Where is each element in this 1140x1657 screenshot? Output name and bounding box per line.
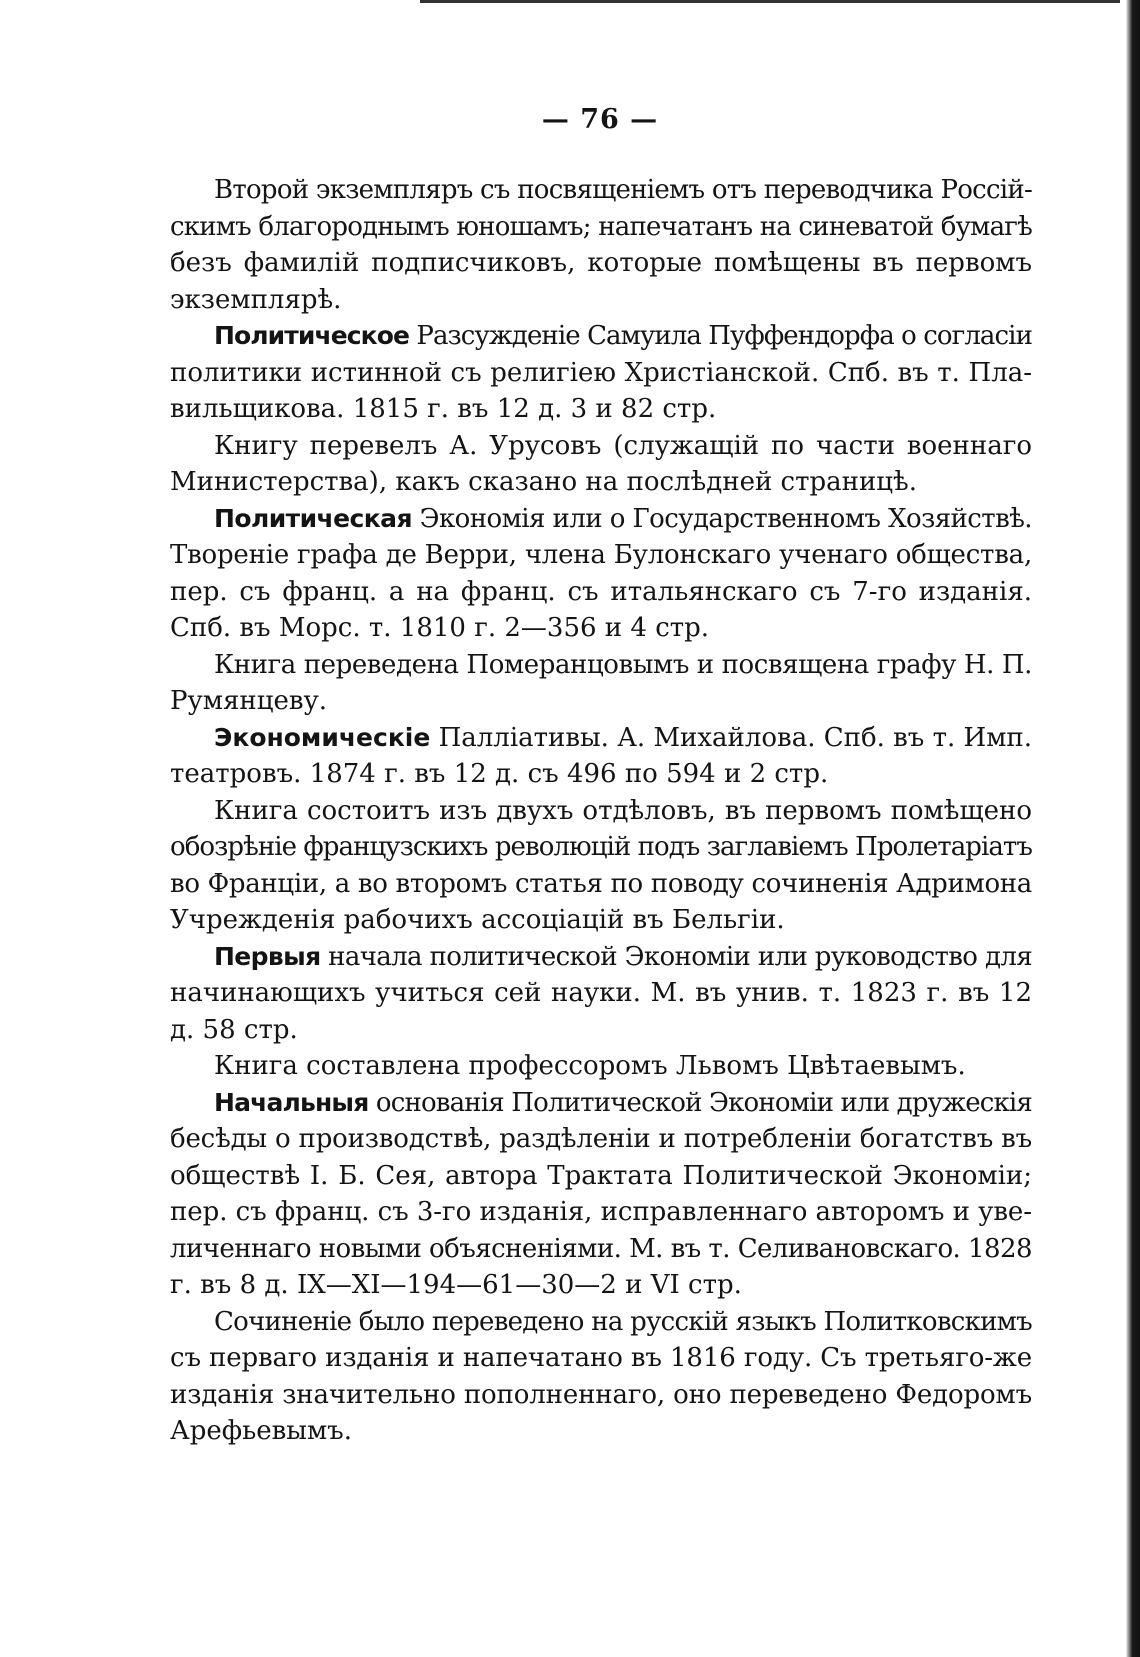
text-line: скимъ благороднымъ юношамъ; напечатанъ на синеватой бумагѣ [170, 211, 1032, 242]
text-line: обществѣ І. Б. Сея, автора Трактата Политической Экономіи; [170, 1160, 1032, 1191]
paragraph [170, 647, 1032, 720]
text-line: Политическое Разсужденіе Самуила Пуффендорфа о согласіи [214, 321, 1032, 351]
bibliography-entry [170, 1085, 1032, 1304]
entry-heading: Политическое [214, 321, 410, 350]
text-line: г. въ 8 д. IX—XI—194—61—30—2 и VI стр. [170, 1270, 742, 1300]
text-line: пер. съ франц. съ 3-го изданія, исправленнаго авторомъ и уве- [170, 1197, 1032, 1227]
text-line: политики истинной съ религіею Христіанской. Спб. въ т. Пла- [170, 357, 1032, 388]
text-line: Начальныя основанія Политической Экономіи или дружескія [214, 1087, 1032, 1118]
text-line: Книгу перевелъ А. Урусовъ (служащій по части военнаго [214, 430, 1032, 461]
text-line: съ перваго изданія и напечатано въ 1816 году. Съ третьяго-же [170, 1343, 1032, 1373]
page-number: — 76 — [541, 104, 659, 135]
text-line: обозрѣніе французскихъ революцій подъ заглавіемъ Пролетаріатъ [170, 832, 1032, 862]
text-line: Книга состоитъ изъ двухъ отдѣловъ, въ первомъ помѣщено [214, 795, 1032, 826]
text-line: Первыя начала политической Экономіи или руководство для [214, 941, 1032, 972]
text-line: Книга составлена профессоромъ Львомъ Цвѣтаевымъ. [214, 1051, 966, 1081]
text-line: Книга переведена Померанцовымъ и посвящена графу Н. П. [214, 649, 1032, 680]
text-line: начинающихъ учиться сей науки. М. въ унив. т. 1823 г. въ 12 [170, 978, 1032, 1008]
paragraph [170, 172, 1032, 318]
body-text [170, 172, 1032, 1450]
bibliography-entry [170, 501, 1032, 647]
text-line: театровъ. 1874 г. въ 12 д. съ 496 по 594 и 2 стр. [170, 759, 829, 789]
bibliography-entry [170, 720, 1032, 793]
entry-heading: Экономическіе [214, 722, 431, 752]
paragraph [170, 1304, 1032, 1450]
paragraph [170, 428, 1032, 501]
text-line: безъ фамилій подписчиковъ, которые помѣщены въ первомъ [170, 248, 1032, 278]
text-line: вильщикова. 1815 г. въ 12 д. 3 и 82 стр. [170, 394, 717, 424]
text-line: личеннаго новыми объясненіями. М. въ т. Селивановскаго. 1828 [170, 1233, 1032, 1264]
paragraph [170, 793, 1032, 939]
entry-heading: Политическая [214, 503, 412, 533]
text-line: изданія значительно пополненнаго, оно переведено Федоромъ [170, 1379, 1032, 1410]
text-line: Твореніе графа де Верри, члена Булонскаго ученаго общества, [170, 540, 1032, 570]
text-line: Политическая Экономія или о Государственномъ Хозяйствѣ. [214, 503, 1033, 534]
page-binding-edge [1126, 0, 1140, 1657]
text-line: пер. съ франц. а на франц. съ итальянскаго съ 7-го изданія. [170, 576, 1032, 607]
bibliography-entry [170, 318, 1032, 428]
entry-heading: Начальныя [214, 1087, 369, 1117]
text-line: Министерства), какъ сказано на послѣдней страницѣ. [170, 467, 917, 497]
text-line: во Франціи, а во второмъ статья по поводу сочиненія Адримона [170, 868, 1032, 899]
bibliography-entry [170, 939, 1032, 1049]
text-line: Второй экземпляръ съ посвященіемъ отъ переводчика Россій- [214, 175, 1033, 205]
entry-heading: Первыя [214, 941, 321, 971]
paragraph [170, 1048, 1032, 1085]
text-line: д. 58 стр. [170, 1014, 298, 1045]
page-top-edge [420, 0, 1120, 3]
text-line: экземплярѣ. [170, 284, 342, 315]
text-line: Арефьевымъ. [170, 1416, 352, 1446]
text-line: Экономическіе Палліативы. А. Михайлова. Спб. въ т. Имп. [214, 722, 1033, 753]
text-line: Румянцеву. [170, 686, 328, 716]
text-line: Спб. въ Морс. т. 1810 г. 2—356 и 4 стр. [170, 613, 710, 643]
text-line: Сочиненіе было переведено на русскій языкъ Политковскимъ [214, 1306, 1032, 1337]
text-line: бесѣды о производствѣ, раздѣленіи и потребленіи богатствъ въ [170, 1124, 1032, 1154]
text-line: Учрежденія рабочихъ ассоціацій въ Бельгіи. [170, 905, 785, 935]
